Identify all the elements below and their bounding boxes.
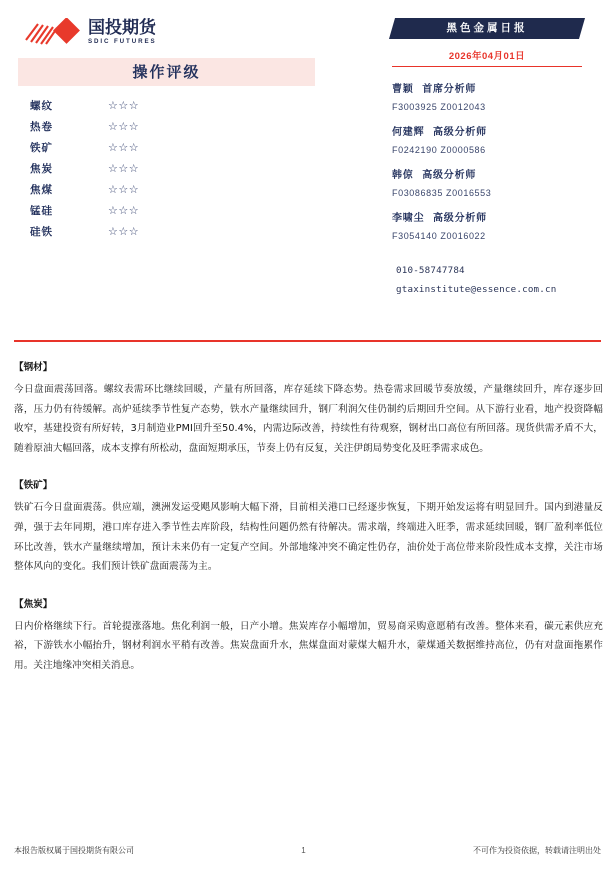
rating-stars: ☆☆☆ (108, 183, 140, 196)
rating-row-luowen (30, 95, 315, 116)
report-date: 2026年04月01日 (392, 48, 582, 67)
operation-rating-panel (18, 58, 315, 242)
analyst-name: 曹颖 (392, 84, 414, 95)
rating-stars: ☆☆☆ (108, 141, 140, 154)
footer-disclaimer: 不可作为投资依据，转载请注明出处 (472, 846, 601, 855)
rating-row-rejuan (30, 116, 315, 137)
analyst-name-title (392, 124, 597, 141)
analyst-name: 何建辉 (392, 127, 425, 138)
footer-copyright: 本报告版权属于国投期货有限公司 (14, 846, 134, 855)
rating-row-mengui (30, 200, 315, 221)
analyst-codes: F3003925 Z0012043 (392, 102, 486, 112)
rating-stars: ☆☆☆ (108, 120, 140, 133)
rating-name: 锰硅 (30, 205, 53, 217)
section-steel (14, 358, 603, 458)
analyst-name: 韩倞 (392, 170, 414, 181)
logo-name-cn: 国投期货 (88, 18, 156, 39)
analyst-codes: F3054140 Z0016022 (392, 231, 486, 241)
rating-stars: ☆☆☆ (108, 204, 140, 217)
report-title: 黑色金属日报 (446, 22, 528, 34)
footer-page-number: 1 (301, 846, 306, 855)
analyst-title: 高级分析师 (422, 170, 477, 181)
logo-wordmark (88, 20, 157, 45)
rating-name: 硅铁 (30, 226, 53, 238)
contact-email: gtaxinstitute@essence.com.cn (396, 284, 557, 295)
rating-stars: ☆☆☆ (108, 99, 140, 112)
analyst-list (392, 81, 597, 245)
report-meta-panel (392, 18, 597, 299)
section-text: 今日盘面震荡回落。螺纹表需环比继续回暖，产量有所回落，库存延续下降态势。热卷需求回暖节奏放缓，产量继续回升，库存逐步回落，压力仍有待缓解。高炉延续季节性复产态势，铁水产量继续回升，钢厂利润欠佳仍制约后期回升空间。从下游行业看，地产投资降幅收窄，基建投资有所好转，3月制造业PMI回升至50.4%，内需边际改善，持续性有待观察，钢材出口高位有所回落。现货供需矛盾不大，随着原油大幅回落，成本支撑有所松动，盘面短期承压，节奏上仍有反复，关注伊朗局势变化及旺季需求成色。 (14, 384, 603, 454)
section-coke (14, 595, 603, 676)
rating-name: 焦煤 (30, 184, 53, 196)
rating-list (18, 95, 315, 242)
analyst-title: 高级分析师 (432, 127, 487, 138)
section-heading: 【铁矿】 (14, 480, 53, 492)
analyst-entry (392, 167, 597, 202)
report-title-banner (392, 18, 597, 40)
section-text: 日内价格继续下行。首轮提涨落地。焦化利润一般，日产小增。焦炭库存小幅增加，贸易商采购意愿稍有改善。整体来看，碳元素供应充裕，下游铁水小幅抬升，钢材利润水平稍有改善。焦炭盘面升水，焦煤盘面对蒙煤大幅升水，蒙煤通关数据维持高位，仍有对盘面拖累作用。关注地缘冲突相关消息。 (14, 620, 603, 671)
analyst-entry (392, 210, 597, 245)
analyst-name-title (392, 167, 597, 184)
section-heading: 【焦炭】 (14, 598, 53, 610)
analyst-title: 高级分析师 (432, 213, 487, 224)
analyst-name-title (392, 210, 597, 227)
rating-stars: ☆☆☆ (108, 225, 140, 238)
analyst-entry (392, 124, 597, 159)
rating-name: 铁矿 (30, 142, 53, 154)
analyst-name-title (392, 81, 597, 98)
header-divider (14, 340, 601, 342)
rating-stars: ☆☆☆ (108, 162, 140, 175)
page-footer (14, 845, 601, 856)
section-heading: 【钢材】 (14, 362, 53, 373)
analyst-entry (392, 81, 597, 116)
analyst-title: 首席分析师 (422, 84, 477, 95)
sdic-diamond-icon (24, 18, 86, 48)
analyst-name: 李啸尘 (392, 213, 425, 224)
rating-row-jiaomei (30, 179, 315, 200)
rating-panel-title: 操作评级 (18, 58, 315, 86)
analyst-codes: F03086835 Z0016553 (392, 188, 492, 198)
section-text: 铁矿石今日盘面震荡。供应端，澳洲发运受飓风影响大幅下滑，目前相关港口已经逐步恢复，下期开始发运将有明显回升。国内到港量反弹，强于去年同期，港口库存进入季节性去库阶段，结构性问题仍然有待解决。需求端，终端进入旺季，需求延续回暖，钢厂盈利率低位环比改善，铁水产量继续增加，预计未来仍有一定复产空间。外部地缘冲突不确定性仍存，油价处于高位带来阶段性成本支撑，关注市场整体风向的变化。我们预计铁矿盘面震荡为主。 (14, 502, 603, 573)
analyst-codes: F0242190 Z0000586 (392, 145, 486, 155)
rating-name: 螺纹 (30, 100, 53, 112)
rating-name: 焦炭 (30, 163, 53, 175)
rating-row-guitie (30, 221, 315, 242)
section-iron-ore (14, 476, 603, 576)
rating-row-tiekuang (30, 137, 315, 158)
rating-row-jiaotan (30, 158, 315, 179)
rating-name: 热卷 (30, 121, 53, 133)
contact-block (392, 261, 597, 299)
company-logo (24, 17, 157, 49)
report-body (14, 358, 603, 694)
report-header (0, 0, 615, 330)
contact-phone: 010-58747784 (396, 265, 465, 276)
logo-name-en: SDIC FUTURES (88, 38, 157, 46)
